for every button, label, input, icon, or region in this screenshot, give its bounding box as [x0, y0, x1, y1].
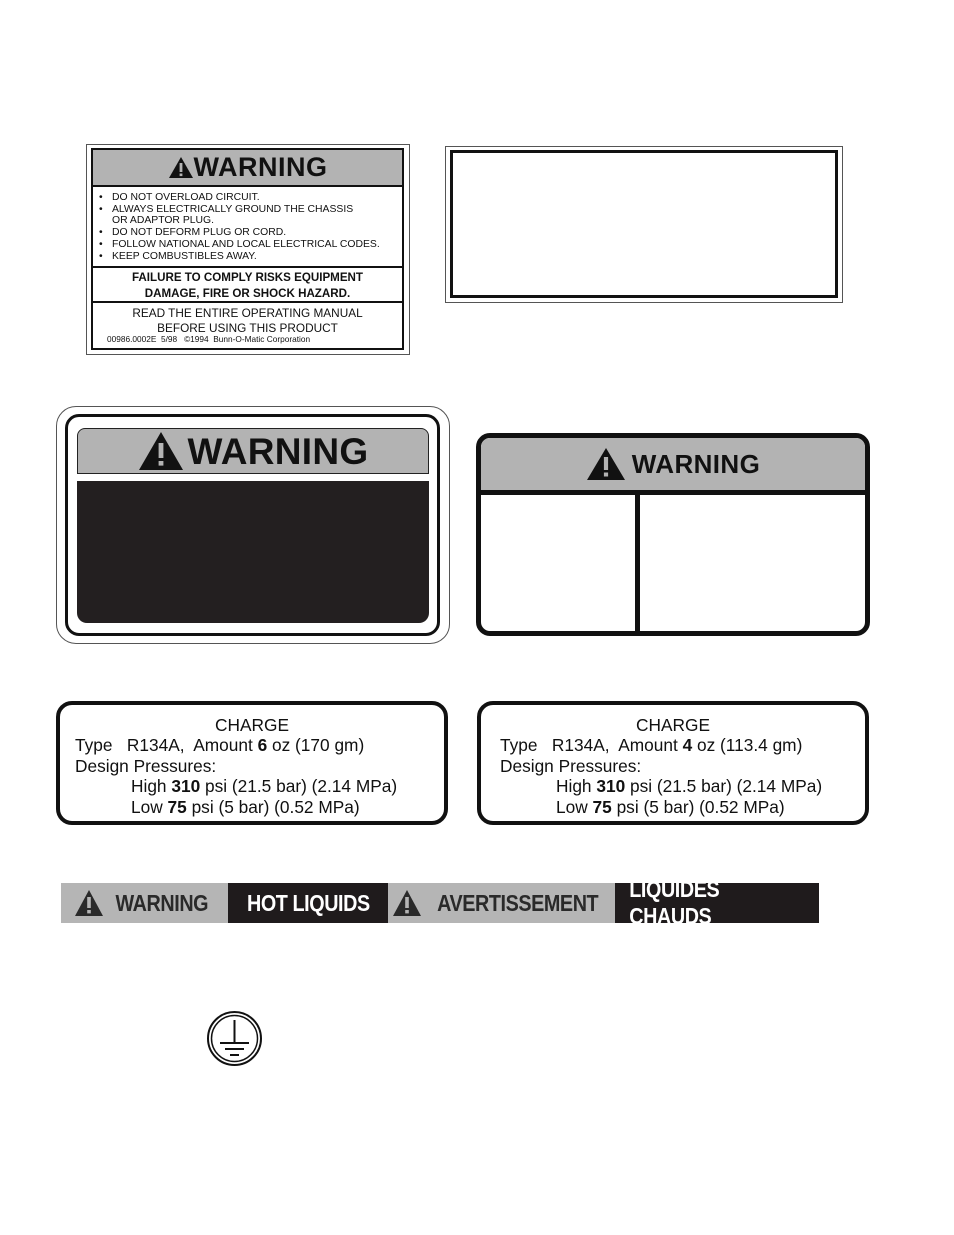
list-item: • DO NOT OVERLOAD CIRCUIT.	[98, 192, 400, 204]
divider	[93, 266, 402, 268]
amount-unit: oz (113.4 gm)	[697, 735, 803, 755]
amount-label: Amount	[618, 735, 678, 755]
warning-triangle-icon	[392, 889, 422, 917]
strip-warning-fr-text: AVERTISSEMENT	[436, 889, 599, 916]
failure-notice	[93, 270, 402, 301]
design-pressures-label: Design Pressures:	[500, 756, 642, 776]
strip-warning-fr	[388, 883, 615, 923]
charge-label-6oz	[56, 701, 448, 825]
part-number: 00986.0002E 5/98	[107, 334, 178, 344]
copyright: ©1994 Bunn-O-Matic Corporation	[184, 334, 311, 344]
failure-notice-line-1: FAILURE TO COMPLY RISKS EQUIPMENT	[131, 271, 364, 284]
low-value: 75	[592, 797, 612, 817]
charge-title: CHARGE	[215, 715, 289, 735]
blank-label	[450, 150, 838, 298]
list-item: • KEEP COMBUSTIBLES AWAY.	[98, 251, 400, 263]
list-item: • ALWAYS ELECTRICALLY GROUND THE CHASSIS	[98, 204, 400, 216]
low-unit: psi (5 bar) (0.52 MPa)	[616, 797, 785, 817]
low-value: 75	[167, 797, 187, 817]
warning-triangle-icon	[168, 156, 194, 179]
warning-heading: WARNING	[193, 152, 328, 182]
electrical-precautions-list	[98, 192, 400, 262]
protective-earth-ground-icon	[206, 1010, 263, 1067]
strip-warning-en	[61, 883, 228, 923]
read-manual-line-2: BEFORE USING THIS PRODUCT	[157, 321, 338, 335]
warning-heading: WARNING	[631, 449, 761, 479]
divider	[635, 495, 640, 631]
high-pressure-line	[556, 776, 822, 796]
high-label: High	[131, 776, 167, 796]
charge-type-line	[75, 735, 364, 755]
list-item-continuation: OR ADAPTOR PLUG.	[112, 215, 215, 227]
refrigerant: R134A,	[551, 735, 610, 755]
warning-label-split-header	[481, 438, 865, 490]
hot-liquids-warning-strip	[61, 876, 819, 929]
warning-heading: WARNING	[187, 430, 369, 472]
read-manual-notice	[93, 306, 402, 336]
high-label: High	[556, 776, 592, 796]
warning-triangle-icon	[586, 447, 626, 481]
low-pressure-line	[131, 797, 360, 817]
low-unit: psi (5 bar) (0.52 MPa)	[191, 797, 360, 817]
dark-message-panel	[77, 481, 429, 623]
warning-label-electrical-header	[93, 150, 402, 187]
warning-triangle-icon	[74, 889, 104, 917]
strip-warning-en-text: WARNING	[115, 889, 208, 916]
high-value: 310	[171, 776, 201, 796]
high-pressure-line	[131, 776, 397, 796]
warning-label-large-header	[77, 428, 429, 474]
low-label: Low	[556, 797, 588, 817]
high-unit: psi (21.5 bar) (2.14 MPa)	[630, 776, 823, 796]
strip-hazard-fr-text: LIQUIDES CHAUDS	[629, 876, 720, 929]
amount-label: Amount	[193, 735, 253, 755]
type-label: Type	[75, 735, 113, 755]
divider	[93, 301, 402, 303]
list-item: • DO NOT DEFORM PLUG OR CORD.	[98, 227, 400, 239]
label-footer	[107, 334, 310, 344]
strip-hazard-en-text: HOT LIQUIDS	[246, 889, 370, 916]
warning-triangle-icon	[138, 431, 184, 471]
type-label: Type	[500, 735, 538, 755]
charge-label-4oz	[477, 701, 869, 825]
strip-hazard-fr	[615, 876, 819, 929]
high-unit: psi (21.5 bar) (2.14 MPa)	[205, 776, 398, 796]
amount-unit: oz (170 gm)	[272, 735, 365, 755]
high-value: 310	[596, 776, 626, 796]
read-manual-line-1: READ THE ENTIRE OPERATING MANUAL	[132, 306, 363, 320]
failure-notice-line-2: DAMAGE, FIRE OR SHOCK HAZARD.	[144, 286, 351, 300]
charge-title: CHARGE	[636, 715, 710, 735]
low-pressure-line	[556, 797, 785, 817]
charge-type-line	[500, 735, 802, 755]
design-pressures-label: Design Pressures:	[75, 756, 217, 776]
amount-value: 4	[682, 735, 693, 755]
divider	[481, 490, 865, 495]
amount-value: 6	[257, 735, 268, 755]
list-item: • FOLLOW NATIONAL AND LOCAL ELECTRICAL CODES.	[98, 239, 400, 251]
low-label: Low	[131, 797, 163, 817]
strip-hazard-en	[228, 883, 388, 923]
refrigerant: R134A,	[126, 735, 185, 755]
